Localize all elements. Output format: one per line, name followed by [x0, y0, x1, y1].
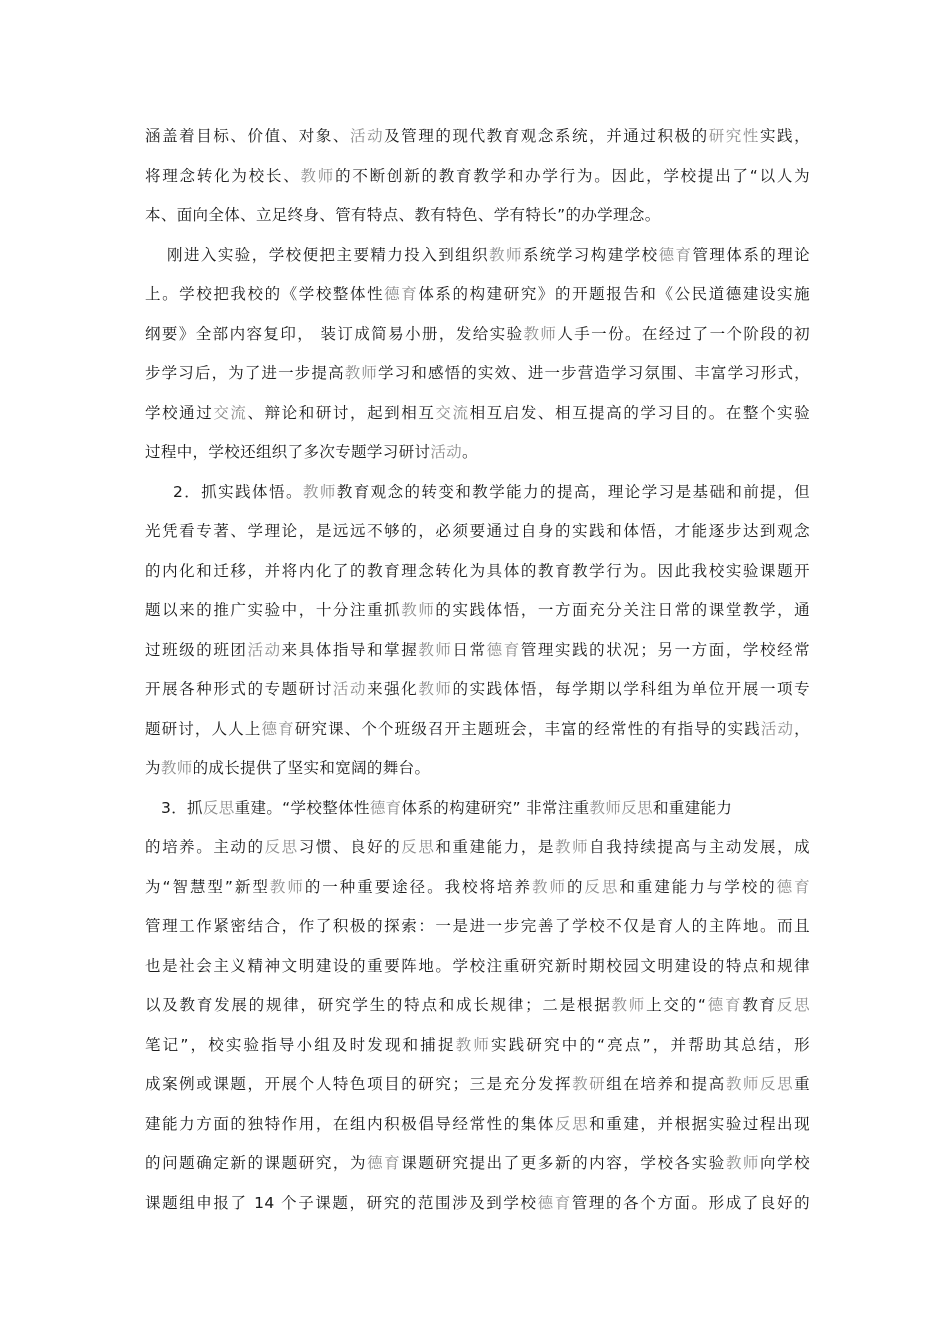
text-line — [145, 473, 810, 513]
text-segment: 及管理的现代教育观念系统，并通过积极的 — [384, 127, 709, 145]
text-line — [145, 947, 810, 987]
text-segment: 日常 — [452, 640, 487, 659]
highlighted-term: 德育 — [486, 640, 521, 659]
text-segment: 体系的构建研究》的开题报告和《公民道德建设实施 — [418, 285, 810, 303]
highlighted-term: 反思 — [776, 996, 811, 1014]
highlighted-term: 教师 — [611, 996, 647, 1014]
highlighted-term: 教师 — [300, 166, 336, 185]
text-line — [145, 157, 810, 197]
text-segment: 过班级的班团 — [145, 640, 248, 659]
highlighted-term: 反思 — [202, 798, 235, 817]
text-segment: ， — [794, 719, 811, 738]
highlighted-term: 反思 — [401, 838, 436, 856]
text-segment: 相互启发、相互提高的学习目的。在整个实验 — [469, 403, 810, 422]
text-segment: 刚进入实验，学校便把主要精力投入到组织 — [167, 245, 490, 264]
text-line — [145, 907, 810, 947]
text-segment: 光凭看专著、学理论，是远远不够的，必须要通过自身的实践和体悟，才能逐步达到观念 — [145, 522, 810, 540]
highlighted-term: 教师 — [418, 640, 453, 659]
text-line — [145, 591, 810, 631]
text-segment: 和重建能力与学校的 — [619, 877, 777, 896]
text-segment: 系统学习构建学校 — [522, 245, 659, 264]
text-segment: 的实践体悟，每学期以学科组为单位开展一项专 — [452, 680, 810, 698]
text-segment: 管理工作紧密结合，作了积极的探索：一是进一步完善了学校不仅是育人的主阵地。而且 — [145, 917, 810, 935]
highlighted-term: 教师 — [555, 838, 590, 856]
text-segment: 将理念转化为校长、 — [145, 166, 301, 185]
text-segment: 习惯、良好的 — [298, 838, 402, 856]
text-line — [145, 1065, 810, 1105]
text-segment: 题研讨，人人上 — [145, 719, 262, 738]
highlighted-term: 德育 — [658, 245, 693, 264]
text-segment: 建能力方面的独特作用，在组内积极倡导经常性的集体 — [145, 1114, 555, 1133]
text-segment: 学习和感悟的实效、进一步营造学习氛围、丰富学习形式， — [378, 364, 810, 382]
text-line — [145, 394, 810, 434]
text-line — [145, 1105, 810, 1145]
text-line — [145, 631, 810, 671]
text-segment: 2．抓实践体悟。 — [173, 482, 303, 501]
highlighted-term: 教师 — [455, 1035, 491, 1054]
text-line — [145, 749, 810, 789]
text-segment: 上交的“ — [646, 996, 707, 1014]
text-segment: 3．抓 — [161, 798, 203, 817]
text-segment: 体系的构建研究” 非常注重 — [401, 798, 590, 817]
text-segment: 、辩论和研讨，起到相互 — [247, 403, 436, 422]
text-segment: 课题研究提出了更多新的内容，学校各实验 — [401, 1154, 726, 1172]
highlighted-term: 教研 — [572, 1075, 607, 1093]
text-segment: 管理的各个方面。形成了良好的 — [571, 1193, 810, 1212]
text-segment: 涵盖着目标、价值、对象、 — [145, 127, 350, 145]
highlighted-term: 反思 — [621, 798, 653, 817]
highlighted-term: 德育 — [384, 285, 419, 303]
text-segment: 人手一份。在经过了一个阶段的初 — [557, 324, 810, 343]
highlighted-term: 交流 — [435, 403, 470, 422]
highlighted-term: 活动 — [349, 127, 385, 145]
text-line — [145, 789, 810, 829]
highlighted-term: 教师 — [418, 680, 453, 698]
text-segment: 来具体指导和掌握 — [281, 640, 419, 659]
text-segment: 向学校 — [759, 1154, 810, 1172]
highlighted-term: 教师 — [725, 1154, 760, 1172]
text-line — [145, 1184, 810, 1224]
text-segment: 也是社会主义精神文明建设的重要阵地。学校注重研究新时期校园文明建设的特点和规律 — [145, 956, 810, 975]
text-segment: 笔记”，校实验指导小组及时发现和捕捉 — [145, 1035, 456, 1054]
text-segment: 开展各种形式的专题研讨 — [145, 680, 333, 698]
highlighted-term: 德育 — [369, 798, 402, 817]
text-line — [145, 354, 810, 394]
highlighted-term: 教师 — [531, 877, 567, 896]
highlighted-term: 反思 — [554, 1114, 590, 1133]
highlighted-term: 教师 — [589, 798, 622, 817]
text-segment: 的问题确定新的课题研究，为 — [145, 1154, 368, 1172]
text-segment: 管理实践的状况；另一方面，学校经常 — [520, 640, 811, 659]
text-segment: 和重建，并根据实验过程出现 — [589, 1114, 810, 1133]
text-line — [145, 1026, 810, 1066]
highlighted-term: 教师 — [523, 324, 558, 343]
highlighted-term: 德育 — [537, 1193, 572, 1212]
highlighted-term: 交流 — [213, 403, 248, 422]
text-segment: 的成长提供了坚实和宽阔的舞台。 — [192, 759, 431, 777]
text-line — [145, 710, 810, 750]
highlighted-term: 教师 — [489, 245, 523, 264]
text-segment: 实践研究中的“亮点”，并帮助其总结，形 — [491, 1035, 811, 1054]
text-segment: 课题组申报了 14 个子课题，研究的范围涉及到学校 — [145, 1193, 538, 1212]
highlighted-term: 活动 — [430, 443, 463, 461]
text-segment: 成案例或课题，开展个人特色项目的研究；三是充分发挥 — [145, 1075, 573, 1093]
text-segment: 自我持续提高与主动发展，成 — [589, 838, 811, 856]
text-line — [145, 670, 810, 710]
text-segment: 的培养。主动的 — [145, 838, 265, 856]
highlighted-term: 反思 — [759, 1075, 795, 1093]
text-segment: 教育观念的转变和教学能力的提高，理论学习是基础和前提，但 — [336, 482, 811, 501]
highlighted-term: 反思 — [264, 838, 299, 856]
highlighted-term: 教师 — [344, 364, 379, 382]
text-line — [145, 275, 810, 315]
text-segment: 的一种重要途径。我校将培养 — [304, 877, 532, 896]
text-segment: 纲要》全部内容复印， 装订成简易小册，发给实验 — [145, 324, 524, 343]
text-line — [145, 512, 810, 552]
text-segment: 管理体系的理论 — [692, 245, 811, 264]
text-line — [145, 552, 810, 592]
text-segment: 组在培养和提高 — [606, 1075, 726, 1093]
text-segment: 题以来的推广实验中，十分注重抓 — [145, 601, 402, 619]
text-line — [145, 1144, 810, 1184]
text-segment: 和重建能力，是 — [435, 838, 555, 856]
text-segment: 实践， — [759, 127, 810, 145]
document-body — [145, 117, 810, 1223]
text-line — [145, 433, 810, 473]
highlighted-term: 活动 — [247, 640, 282, 659]
text-segment: 的内化和迁移，并将内化了的教育理念转化为具体的教育教学行为。因此我校实验课题开 — [145, 561, 810, 580]
text-segment: 和重建能力 — [652, 798, 733, 817]
text-segment: 步学习后，为了进一步提高 — [145, 364, 345, 382]
highlighted-term: 教师 — [302, 482, 337, 501]
text-segment: 的 — [566, 877, 585, 896]
text-segment: 为 — [145, 759, 161, 777]
text-segment: 。 — [462, 443, 478, 461]
text-line — [145, 828, 810, 868]
highlighted-term: 活动 — [332, 680, 368, 698]
text-segment: 重建。“学校整体性 — [234, 798, 370, 817]
highlighted-term: 研究性 — [708, 127, 760, 145]
text-segment: 以及教育发展的规律，研究学生的特点和成长规律；二是根据 — [145, 996, 612, 1014]
text-segment: 本、面向全体、立足终身、管有特点、教有特色、学有特长”的办学理念。 — [145, 206, 661, 224]
text-segment: 为“智慧型”新型 — [145, 877, 270, 896]
highlighted-term: 教师 — [269, 877, 305, 896]
highlighted-term: 德育 — [261, 719, 295, 738]
text-line — [145, 117, 810, 157]
highlighted-term: 教师 — [160, 759, 193, 777]
highlighted-term: 德育 — [367, 1154, 402, 1172]
highlighted-term: 教师 — [401, 601, 436, 619]
text-segment: 的实践体悟，一方面充分关注日常的课堂教学，通 — [435, 601, 811, 619]
text-line — [145, 315, 810, 355]
highlighted-term: 德育 — [706, 996, 743, 1014]
text-line — [145, 196, 810, 236]
text-segment: 学校通过 — [145, 403, 214, 422]
text-line — [145, 986, 810, 1026]
text-segment: 研究课、个个班级召开主题班会，丰富的经常性的有指导的实践 — [294, 719, 761, 738]
text-segment: 的不断创新的教育教学和办学行为。因此，学校提出了“以人为 — [335, 166, 810, 185]
highlighted-term: 活动 — [760, 719, 795, 738]
text-segment: 过程中，学校还组织了多次专题学习研讨 — [145, 443, 431, 461]
text-segment: 上。学校把我校的《学校整体性 — [145, 285, 385, 303]
highlighted-term: 教师 — [725, 1075, 760, 1093]
highlighted-term: 反思 — [584, 877, 620, 896]
text-segment: 来强化 — [367, 680, 419, 698]
text-segment: 重 — [794, 1075, 811, 1093]
text-line — [145, 236, 810, 276]
highlighted-term: 德育 — [776, 877, 810, 896]
text-line — [145, 868, 810, 908]
text-segment: 教育 — [742, 996, 777, 1014]
